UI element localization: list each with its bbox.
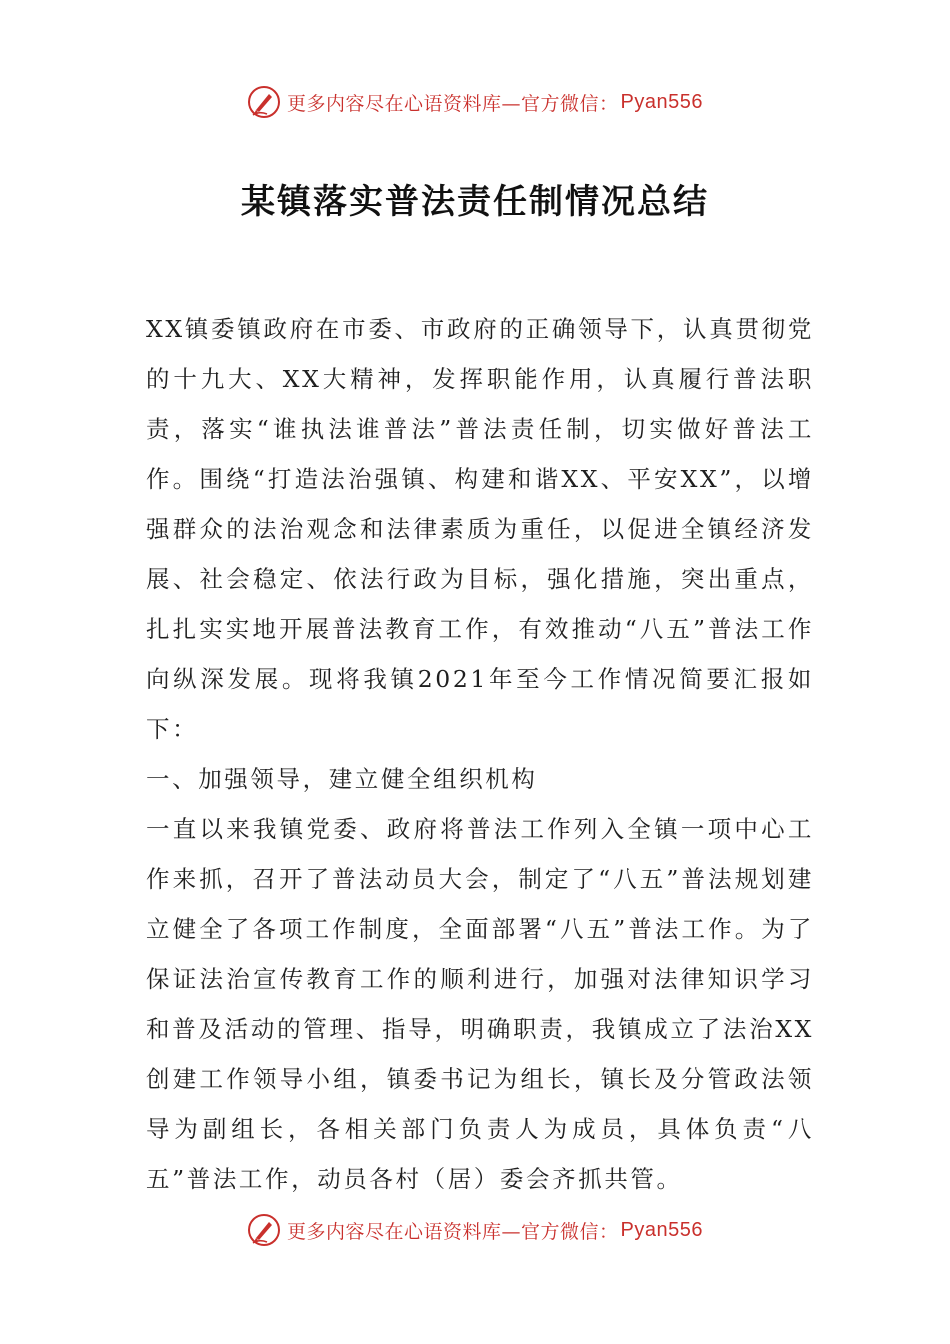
header-watermark [0,80,950,124]
document-title: 某镇落实普法责任制情况总结 [241,182,709,222]
watermark-text: 更多内容尽在心语资料库—官方微信： [287,92,619,115]
footer-watermark [0,1208,950,1252]
quill-pen-icon [247,85,281,119]
quill-pen-icon [247,1213,281,1247]
section-heading: 一、加强领导，建立健全组织机构 [146,765,538,793]
intro-paragraph: XX镇委镇政府在市委、市政府的正确领导下，认真贯彻党的十九大、XX大精神，发挥职能作用，认真履行普法职责，落实“谁执法谁普法”普法责任制，切实做好普法工作。围绕“打造法治强镇、构建和谐XX、平安XX”，以增强群众的法治观念和法律素质为重任，以促进全镇经济发展、社会稳定、依法行政为目标，强化措施，突出重点，扎扎实实地开展普法教育工作，有效推动“八五”普法工作向纵深发展。现将我镇2021年至今工作情况简要汇报如下： [146,315,814,743]
watermark-text: 更多内容尽在心语资料库—官方微信： [287,1220,619,1243]
watermark-wechat-id: Pyan556 [620,1218,703,1241]
watermark-wechat-id: Pyan556 [620,90,703,113]
document-body [146,304,814,1204]
section-paragraph: 一直以来我镇党委、政府将普法工作列入全镇一项中心工作来抓，召开了普法动员大会，制定了“八五”普法规划建立健全了各项工作制度，全面部署“八五”普法工作。为了保证法治宣传教育工作的顺利进行，加强对法律知识学习和普及活动的管理、指导，明确职责，我镇成立了法治XX创建工作领导小组，镇委书记为组长，镇长及分管政法领导为副组长，各相关部门负责人为成员，具体负责“八五”普法工作，动员各村（居）委会齐抓共管。 [146,815,814,1193]
